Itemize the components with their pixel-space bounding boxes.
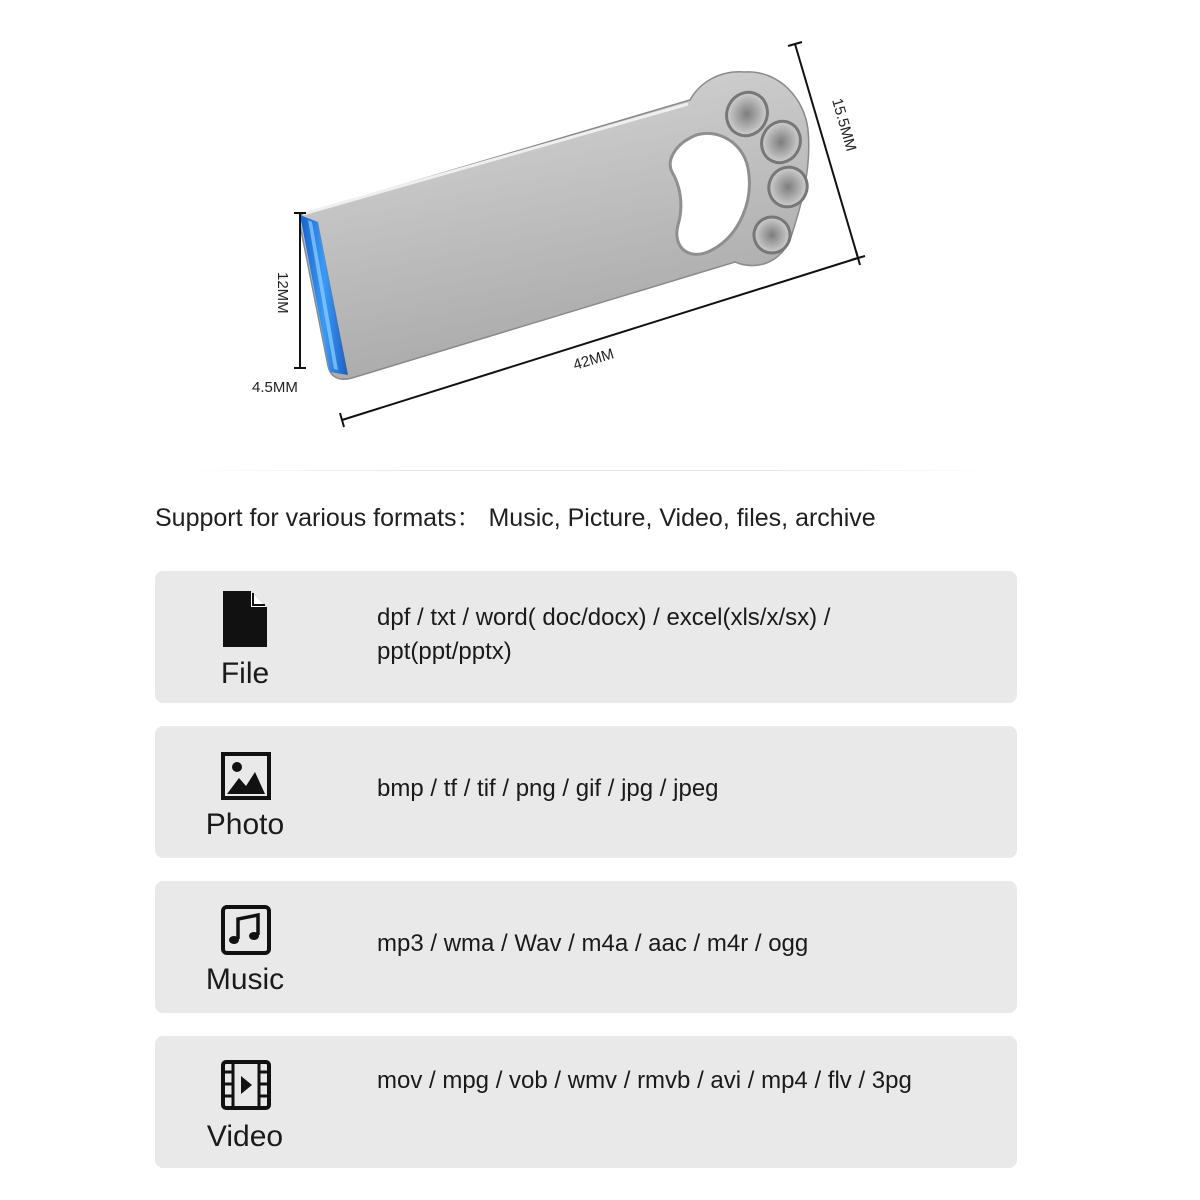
- usb-drive-body: [300, 72, 814, 379]
- usb-drive-illustration: [0, 0, 1200, 480]
- format-card-photo: [155, 726, 1017, 858]
- format-list: mov / mpg / vob / wmv / rmvb / avi / mp4 / flv / 3pg: [377, 1067, 912, 1094]
- category-label: Video: [206, 1120, 284, 1153]
- format-card-music: [155, 881, 1017, 1013]
- format-card-video: [155, 1036, 1017, 1168]
- dimension-thickness-label: 4.5MM: [252, 379, 298, 396]
- file-icon: [221, 587, 271, 649]
- category-label: File: [220, 657, 270, 690]
- dimension-width-label: 12MM: [274, 272, 291, 314]
- format-list: dpf / txt / word( doc/docx) / excel(xls/x/sx) / ppt(ppt/pptx): [377, 604, 831, 665]
- music-icon: [221, 899, 271, 961]
- category-label: Photo: [205, 808, 285, 841]
- dimension-height-label: 15.5MM: [828, 96, 860, 154]
- category-label: Music: [205, 963, 285, 996]
- dimension-length-label: 42MM: [571, 345, 617, 374]
- section-divider: [180, 470, 1000, 471]
- photo-icon: [221, 746, 271, 808]
- format-card-file: [155, 571, 1017, 703]
- headline: Support for various formats： Music, Picture, Video, files, archive: [155, 504, 876, 532]
- video-icon: [221, 1054, 271, 1116]
- format-list: mp3 / wma / Wav / m4a / aac / m4r / ogg: [377, 930, 809, 957]
- format-list: bmp / tf / tif / png / gif / jpg / jpeg: [377, 775, 719, 802]
